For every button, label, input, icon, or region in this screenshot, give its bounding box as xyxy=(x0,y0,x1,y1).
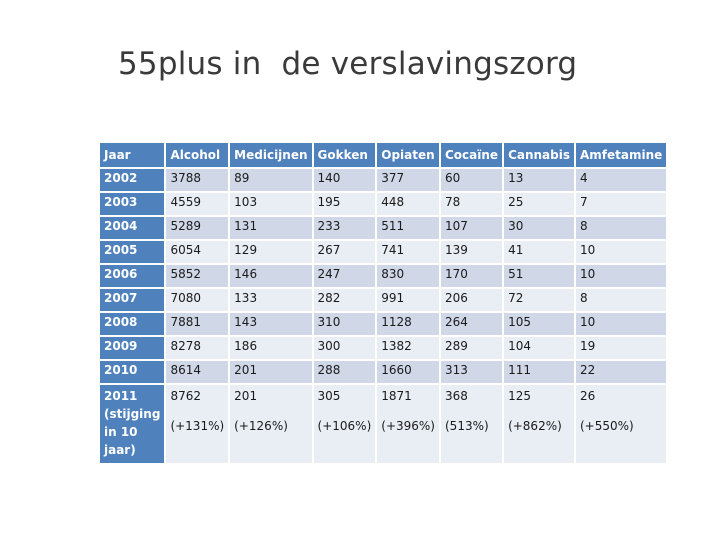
header-cocaine: Cocaïne xyxy=(441,143,502,167)
table-row-2011 xyxy=(100,385,666,463)
growth-percentage: (+862%) xyxy=(508,419,562,433)
cell-amfetamine: 10 xyxy=(576,265,666,287)
header-gokken: Gokken xyxy=(314,143,376,167)
header-medicijnen: Medicijnen xyxy=(230,143,311,167)
cell-opiaten: 1128 xyxy=(377,313,439,335)
cell-cannabis: 13 xyxy=(504,169,574,191)
cell-alcohol: 4559 xyxy=(166,193,228,215)
growth-percentage: (+396%) xyxy=(381,419,435,433)
cell-cocaine: 60 xyxy=(441,169,502,191)
value: 26 xyxy=(580,389,596,403)
table-row xyxy=(100,193,666,215)
cell-cocaine: 78 xyxy=(441,193,502,215)
cell-gokken: 195 xyxy=(314,193,376,215)
cell-amfetamine: 22 xyxy=(576,361,666,383)
cell-opiaten: 377 xyxy=(377,169,439,191)
cell-alcohol: 8614 xyxy=(166,361,228,383)
table-row xyxy=(100,313,666,335)
year-cell: 2010 xyxy=(100,361,164,383)
cell-alcohol: 5289 xyxy=(166,217,228,239)
year-cell: 2011 (stijging in 10 jaar) xyxy=(100,385,164,463)
cell-medicijnen: 186 xyxy=(230,337,311,359)
header-cannabis: Cannabis xyxy=(504,143,574,167)
cell-medicijnen xyxy=(230,385,311,463)
year-cell: 2006 xyxy=(100,265,164,287)
year-cell: 2002 xyxy=(100,169,164,191)
cell-cannabis: 51 xyxy=(504,265,574,287)
cell-cannabis: 105 xyxy=(504,313,574,335)
cell-opiaten: 991 xyxy=(377,289,439,311)
table-row xyxy=(100,169,666,191)
year-cell: 2008 xyxy=(100,313,164,335)
cell-medicijnen: 201 xyxy=(230,361,311,383)
cell-amfetamine: 8 xyxy=(576,289,666,311)
growth-percentage: (+131%) xyxy=(170,419,225,433)
cell-alcohol: 3788 xyxy=(166,169,228,191)
cell-cocaine: 170 xyxy=(441,265,502,287)
cell-opiaten: 448 xyxy=(377,193,439,215)
cell-gokken: 247 xyxy=(314,265,376,287)
cell-gokken: 300 xyxy=(314,337,376,359)
cell-amfetamine: 19 xyxy=(576,337,666,359)
cell-amfetamine: 7 xyxy=(576,193,666,215)
header-opiaten: Opiaten xyxy=(377,143,439,167)
header-jaar: Jaar xyxy=(100,143,164,167)
cell-opiaten: 741 xyxy=(377,241,439,263)
cell-medicijnen: 129 xyxy=(230,241,311,263)
cell-cannabis xyxy=(504,385,574,463)
cell-cocaine: 107 xyxy=(441,217,502,239)
cell-cannabis: 30 xyxy=(504,217,574,239)
cell-alcohol: 6054 xyxy=(166,241,228,263)
cell-opiaten: 511 xyxy=(377,217,439,239)
cell-amfetamine: 4 xyxy=(576,169,666,191)
cell-cannabis: 72 xyxy=(504,289,574,311)
cell-opiaten xyxy=(377,385,439,463)
cell-medicijnen: 143 xyxy=(230,313,311,335)
cell-medicijnen: 131 xyxy=(230,217,311,239)
cell-alcohol xyxy=(166,385,228,463)
year-cell: 2004 xyxy=(100,217,164,239)
cell-cannabis: 25 xyxy=(504,193,574,215)
cell-cannabis: 41 xyxy=(504,241,574,263)
table-header-row xyxy=(100,143,666,167)
cell-gokken: 288 xyxy=(314,361,376,383)
year-cell: 2007 xyxy=(100,289,164,311)
cell-opiaten: 830 xyxy=(377,265,439,287)
cell-gokken: 282 xyxy=(314,289,376,311)
table-row xyxy=(100,361,666,383)
value: 1871 xyxy=(381,389,412,403)
cell-medicijnen: 133 xyxy=(230,289,311,311)
cell-medicijnen: 146 xyxy=(230,265,311,287)
cell-alcohol: 5852 xyxy=(166,265,228,287)
cell-cocaine: 289 xyxy=(441,337,502,359)
table-row xyxy=(100,217,666,239)
year-cell: 2003 xyxy=(100,193,164,215)
table-row xyxy=(100,265,666,287)
header-amfetamine: Amfetamine xyxy=(576,143,666,167)
cell-cocaine: 264 xyxy=(441,313,502,335)
table-row xyxy=(100,241,666,263)
header-alcohol: Alcohol xyxy=(166,143,228,167)
cell-gokken: 233 xyxy=(314,217,376,239)
growth-percentage: (+550%) xyxy=(580,419,634,433)
value: 201 xyxy=(234,389,258,403)
cell-cannabis: 104 xyxy=(504,337,574,359)
cell-cannabis: 111 xyxy=(504,361,574,383)
cell-opiaten: 1382 xyxy=(377,337,439,359)
cell-medicijnen: 103 xyxy=(230,193,311,215)
growth-percentage: (513%) xyxy=(445,419,489,433)
value: 305 xyxy=(317,389,341,403)
cell-gokken xyxy=(314,385,376,463)
slide-title: 55plus in de verslavingszorg xyxy=(118,46,578,82)
statistics-table xyxy=(98,141,668,465)
cell-cocaine: 139 xyxy=(441,241,502,263)
value: 368 xyxy=(445,389,468,403)
table-row xyxy=(100,337,666,359)
value: 125 xyxy=(508,389,531,403)
year-cell: 2009 xyxy=(100,337,164,359)
cell-opiaten: 1660 xyxy=(377,361,439,383)
cell-gokken: 140 xyxy=(314,169,376,191)
cell-amfetamine: 10 xyxy=(576,313,666,335)
table-row xyxy=(100,289,666,311)
cell-cocaine: 206 xyxy=(441,289,502,311)
cell-amfetamine: 10 xyxy=(576,241,666,263)
cell-gokken: 267 xyxy=(314,241,376,263)
cell-gokken: 310 xyxy=(314,313,376,335)
cell-alcohol: 7080 xyxy=(166,289,228,311)
cell-cocaine: 313 xyxy=(441,361,502,383)
growth-percentage: (+126%) xyxy=(234,419,288,433)
cell-amfetamine xyxy=(576,385,666,463)
year-cell: 2005 xyxy=(100,241,164,263)
cell-medicijnen: 89 xyxy=(230,169,311,191)
cell-cocaine xyxy=(441,385,502,463)
growth-percentage: (+106%) xyxy=(317,419,372,433)
value: 8762 xyxy=(170,389,201,403)
cell-amfetamine: 8 xyxy=(576,217,666,239)
cell-alcohol: 8278 xyxy=(166,337,228,359)
cell-alcohol: 7881 xyxy=(166,313,228,335)
